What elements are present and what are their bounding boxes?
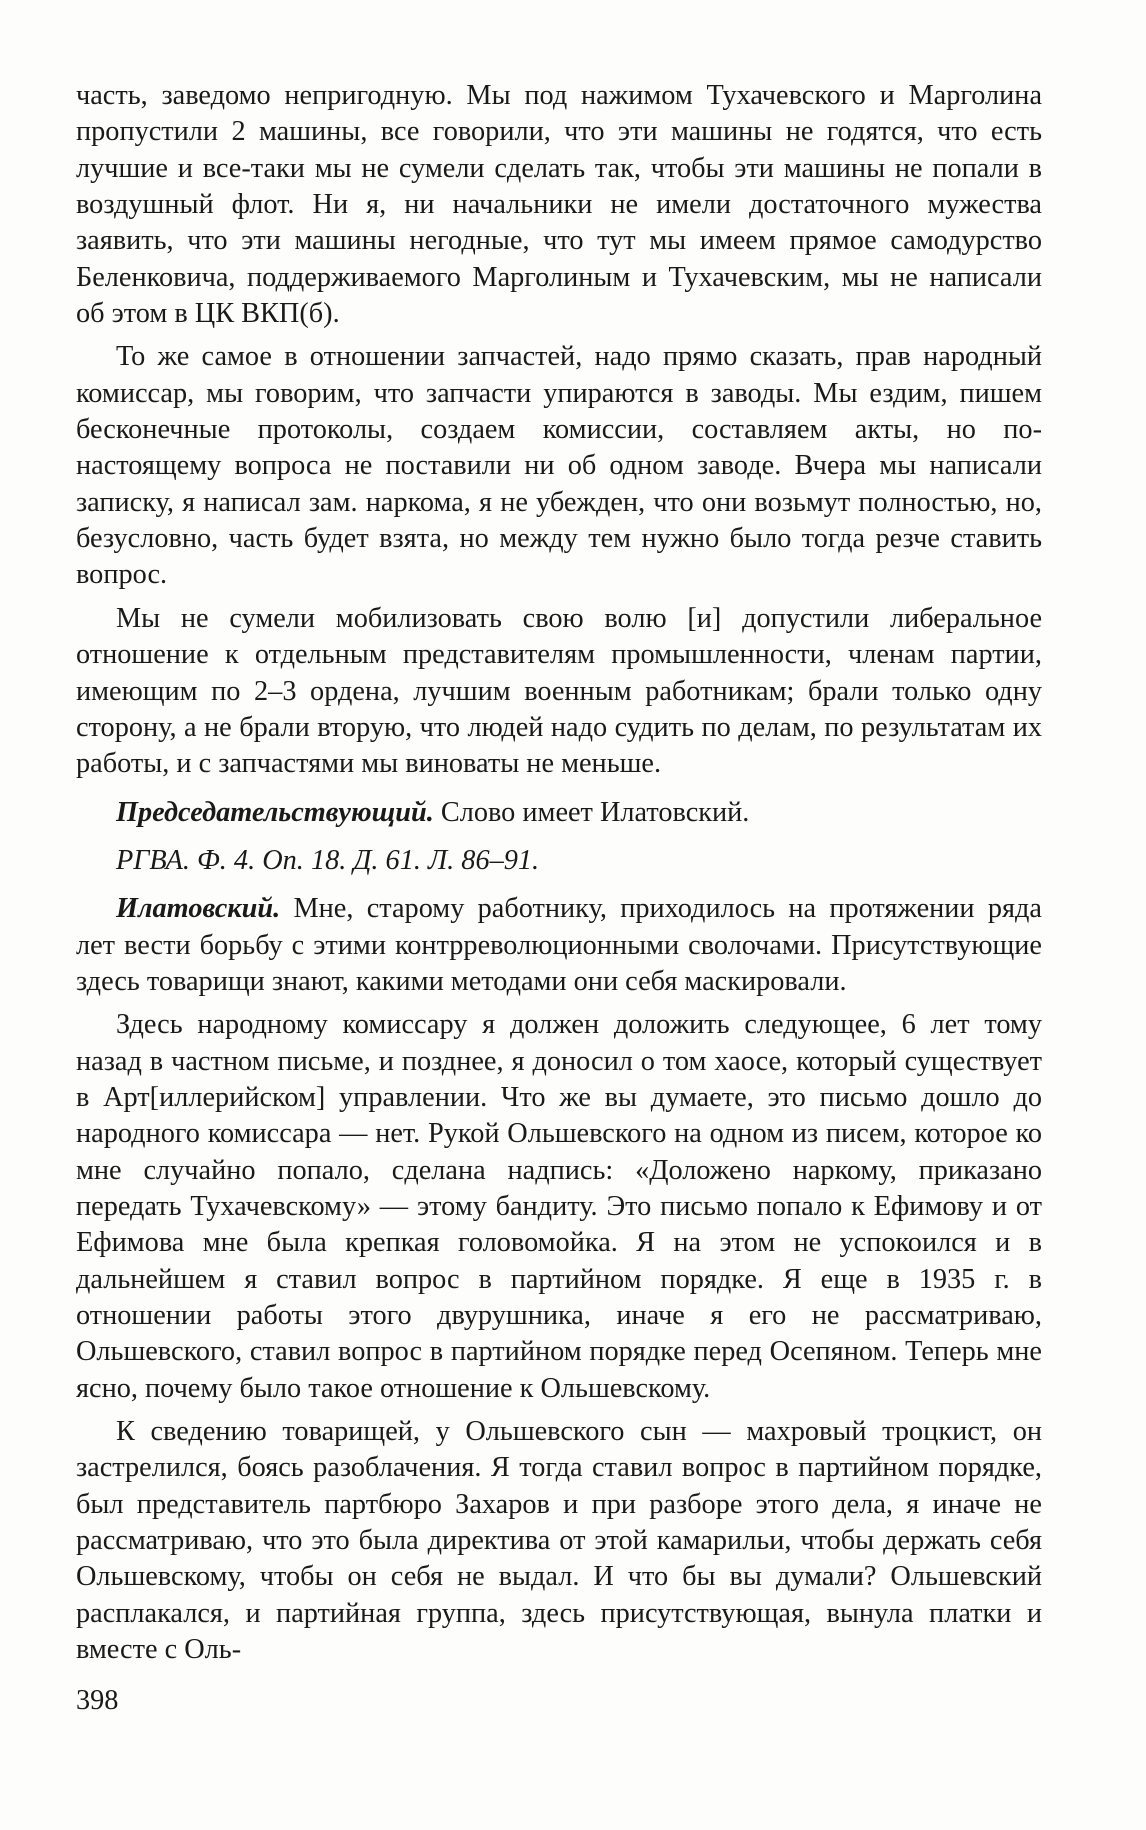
paragraph: То же самое в отношении запчастей, надо прямо сказать, прав народный комиссар, мы говорим, что запчасти упираются в заводы. Мы ездим, пишем бесконечные протоколы, создаем комиссии, составляем акты, но по-настоящему вопроса не поставили ни об одном заводе. Вчера мы написали записку, я написал зам. наркома, я не убежден, что они возьмут полностью, но, безусловно, часть будет взята, но между тем нужно было тогда резче ставить вопрос. bbox=[76, 341, 1042, 591]
speech-paragraph-ilatovsky bbox=[76, 891, 1042, 1000]
speech-paragraph-chairman bbox=[76, 795, 1042, 831]
paragraph: К сведению товарищей, у Ольшевского сын — махровый троцкист, он застрелился, боясь разоблачения. Я тогда ставил вопрос в партийном порядке, был представитель партбюро Захаров и при разборе этого дела, я иначе не рассматриваю, что это была директива от этой камарильи, чтобы держать себя Ольшевскому, чтобы он себя не выдал. И что бы вы думали? Ольшевский расплакался, и партийная группа, здесь присутствующая, вынула платки и вместе с Оль- bbox=[76, 1416, 1042, 1666]
paragraph: Здесь народному комиссару я должен доложить следующее, 6 лет тому назад в частном письме, и позднее, я доносил о том хаосе, который существует в Арт[иллерийском] управлении. Что же вы думаете, это письмо дошло до народного комиссара — нет. Рукой Ольшевского на одном из писем, которое ко мне случайно попало, сделана надпись: «Доложено наркому, приказано передать Тухачевскому» — этому бандиту. Это письмо попало к Ефимову и от Ефимова мне была крепкая головомойка. Я на этом не успокоился и в дальнейшем я ставил вопрос в партийном порядке. Я еще в 1935 г. в отношении работы этого двурушника, иначе я его не рассматриваю, Ольшевского, ставил вопрос в партийном порядке перед Осепяном. Теперь мне ясно, почему было такое отношение к Ольшевскому. bbox=[76, 1009, 1042, 1404]
speaker-name: Председательствующий. bbox=[116, 796, 434, 828]
paragraph-continuation: часть, заведомо непригодную. Мы под нажимом Тухачевского и Марголина пропустили 2 машины, все говорили, что эти машины не годятся, что есть лучшие и все-таки мы не сумели сделать так, чтобы эти машины не попали в воздушный флот. Ни я, ни начальники не имели достаточного мужества заявить, что эти машины негодные, что тут мы имеем прямое самодурство Беленковича, поддерживаемого Марголиным и Тухачевским, мы не написали об этом в ЦК ВКП(б). bbox=[76, 80, 1042, 330]
speech-text: Слово имеет Илатовский. bbox=[433, 796, 750, 828]
archive-source-reference: РГВА. Ф. 4. Оп. 18. Д. 61. Л. 86–91. bbox=[116, 844, 540, 876]
paragraph: Мы не сумели мобилизовать свою волю [и] допустили либеральное отношение к отдельным представителям промышленности, членам партии, имеющим по 2–3 ордена, лучшим военным работникам; брали только одну сторону, а не брали вторую, что людей надо судить по делам, по результатам их работы, и с запчастями мы виноваты не меньше. bbox=[76, 602, 1042, 780]
page-number: 398 bbox=[76, 1685, 119, 1716]
speech-text: Мне, старому работнику, приходилось на протяжении ряда лет вести борьбу с этими контрреволюционными сволочами. Присутствующие здесь товарищи знают, какими методами они себя маскировали. bbox=[76, 893, 1042, 997]
speaker-name: Илатовский. bbox=[116, 893, 281, 925]
page-body-text bbox=[76, 78, 1042, 1668]
